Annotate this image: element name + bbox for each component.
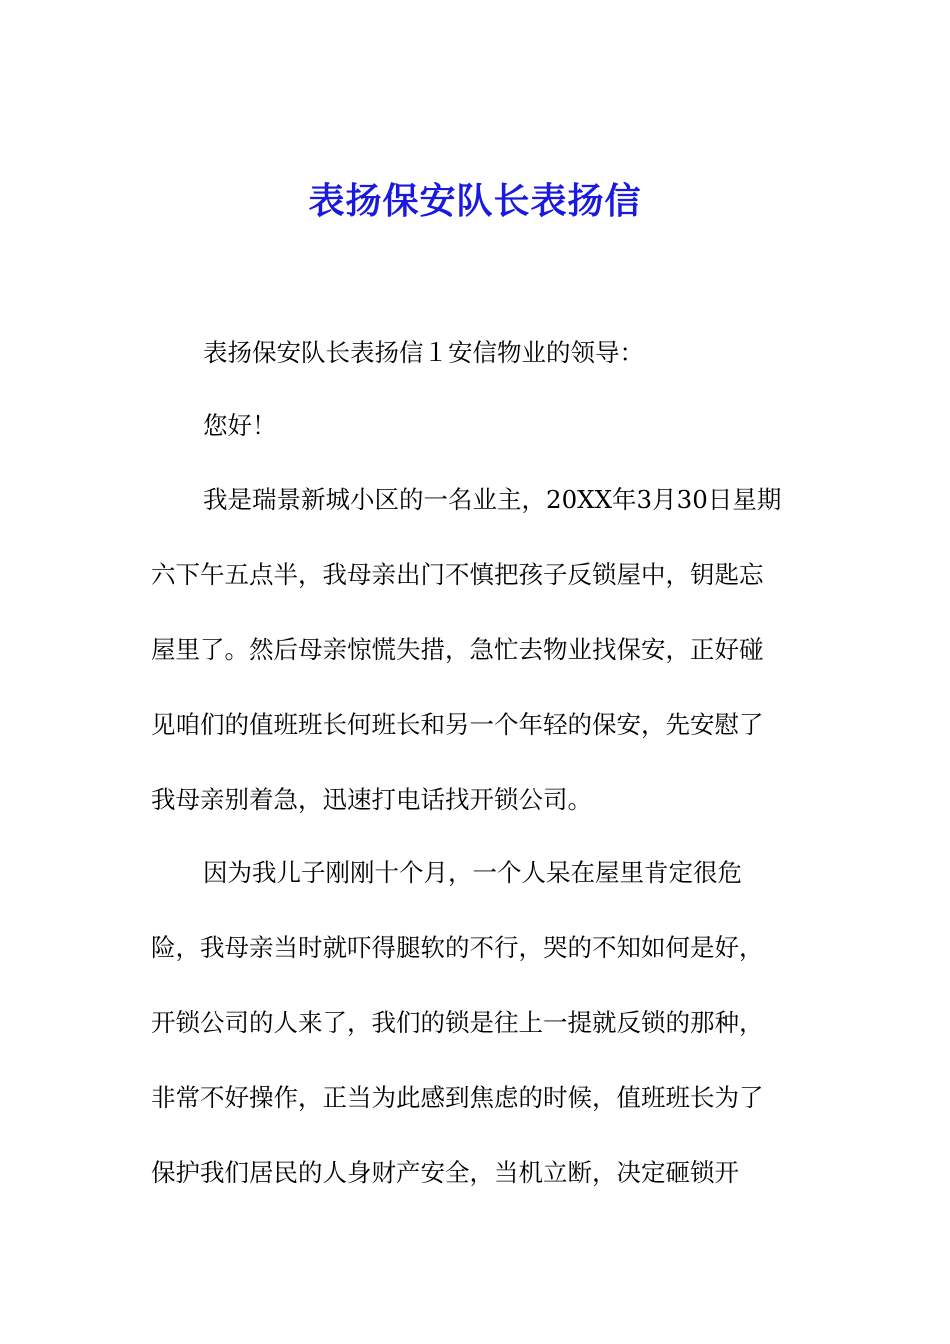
paragraph-line: 我是瑞景新城小区的一名业主，20XX年3月30日星期 — [203, 485, 782, 514]
paragraph-line: 屋里了。然后母亲惊慌失措，急忙去物业找保安，正好碰 — [151, 635, 764, 664]
paragraph-line: 非常不好操作，正当为此感到焦虑的时候，值班班长为了 — [151, 1083, 764, 1112]
paragraph-line: 见咱们的值班班长何班长和另一个年轻的保安，先安慰了 — [151, 710, 764, 739]
paragraph-line: 我母亲别着急，迅速打电话找开锁公司。 — [151, 785, 592, 814]
paragraph-line-salutation: 表扬保安队长表扬信１安信物业的领导： — [203, 338, 644, 367]
paragraph-line: 保护我们居民的人身财产安全，当机立断，决定砸锁开 — [151, 1158, 739, 1187]
paragraph-line: 六下午五点半，我母亲出门不慎把孩子反锁屋中，钥匙忘 — [151, 560, 764, 589]
paragraph-line: 开锁公司的人来了，我们的锁是往上一提就反锁的那种， — [151, 1008, 764, 1037]
paragraph-line: 因为我儿子刚刚十个月，一个人呆在屋里肯定很危 — [203, 858, 742, 887]
document-title: 表扬保安队长表扬信 — [308, 181, 642, 222]
paragraph-line-greeting: 您好！ — [203, 411, 277, 440]
paragraph-line: 险，我母亲当时就吓得腿软的不行，哭的不知如何是好， — [151, 933, 764, 962]
